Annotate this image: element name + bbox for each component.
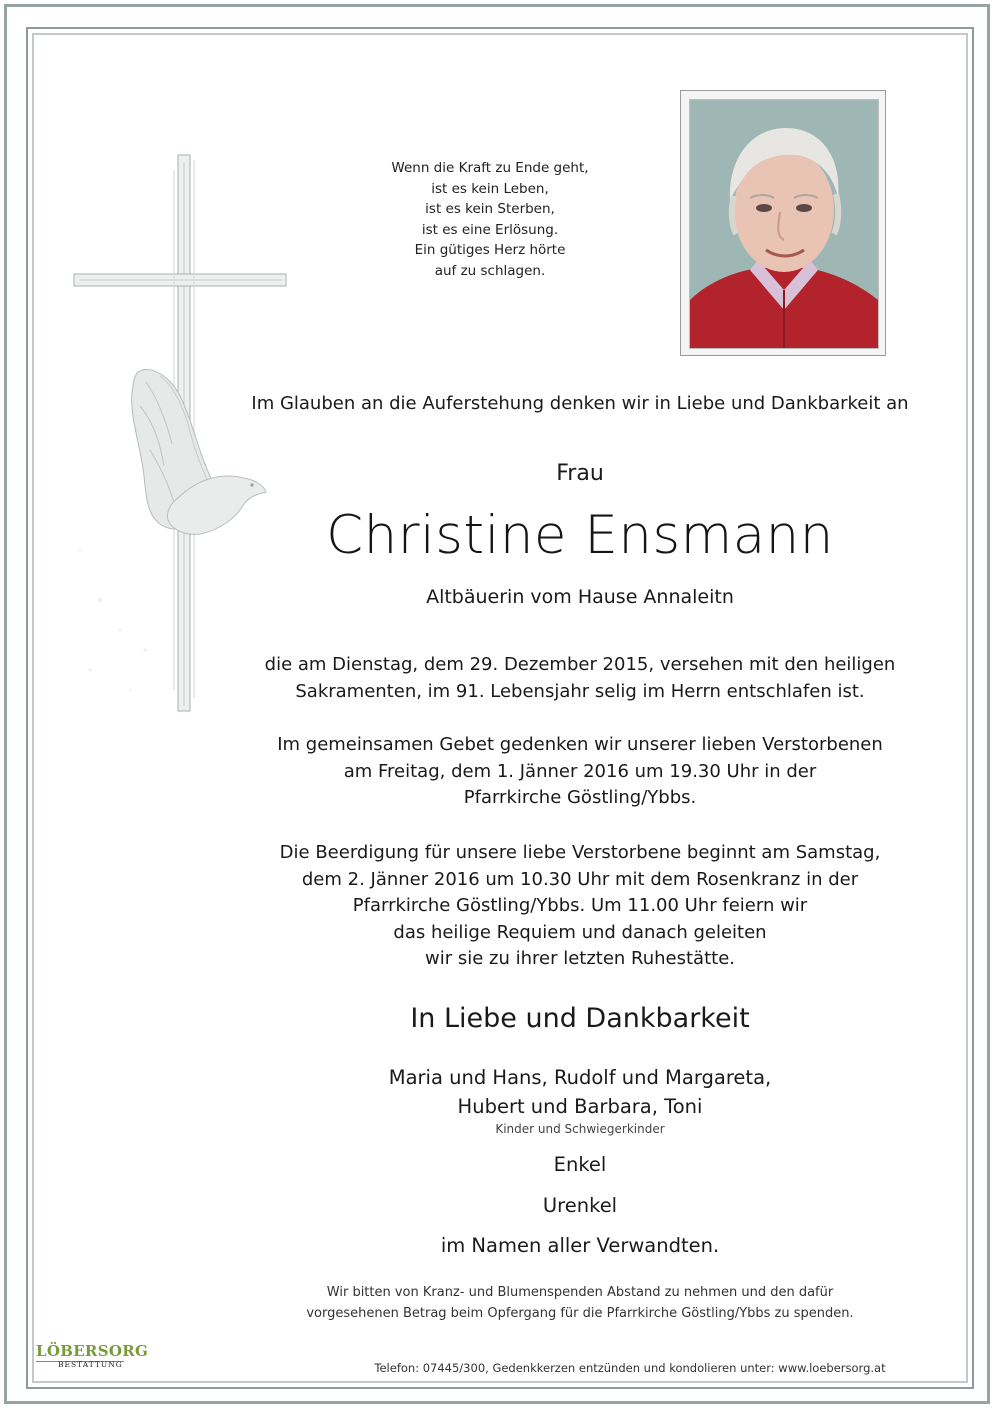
children-list [210,1064,950,1121]
poem-line: ist es kein Sterben, [425,201,555,217]
portrait-frame [680,90,886,356]
intro-text: Im Glauben an die Auferstehung denken wir in Liebe und Dankbarkeit an [251,393,909,414]
deceased-title: Altbäuerin vom Hause Annaleitn [426,586,734,608]
text-line: Sakramenten, im 91. Lebensjahr selig im Herrn entschlafen ist. [295,680,865,702]
salutation: Frau [556,461,604,486]
poem-line: auf zu schlagen. [434,262,546,279]
cross-icon [60,150,300,720]
text-line: Im gemeinsamen Gebet gedenken wir unserer lieben Verstorbenen [277,734,883,755]
children-caption: Kinder und Schwiegerkinder [495,1122,665,1136]
text-line: Die Beerdigung für unsere liebe Verstorbene beginnt am Samstag, [279,842,881,863]
great-grandchildren: Urenkel [542,1194,618,1217]
text-line: Pfarrkirche Göstling/Ybbs. [463,787,697,808]
relatives: im Namen aller Verwandten. [440,1234,720,1257]
donation-request [210,1282,950,1324]
poem [360,158,620,281]
footer-contact: Telefon: 07445/300, Gedenkkerzen entzünden und kondolieren unter: www.loebersorg.at [374,1361,886,1375]
text-line: am Freitag, dem 1. Jänner 2016 um 19.30 Uhr in der [343,760,817,782]
logo-sub-text: BESTATTUNG [58,1360,123,1369]
text-line: vorgesehenen Betrag beim Opfergang für die Pfarrkirche Göstling/Ybbs zu spenden. [306,1306,854,1321]
death-paragraph [210,652,950,705]
poem-line: Ein gütiges Herz hörte [414,242,566,258]
funeral-home-logo [36,1342,149,1369]
poem-line: ist es kein Leben, [431,180,549,197]
text-line: die am Dienstag, dem 29. Dezember 2015, versehen mit den heiligen [264,654,896,675]
grandchildren: Enkel [553,1153,607,1176]
text-line: Maria und Hans, Rudolf und Margareta, [388,1066,772,1089]
prayer-paragraph [210,732,950,812]
text-line: Hubert und Barbara, Toni [457,1094,703,1118]
text-line: wir sie zu ihrer letzten Ruhestätte. [424,948,736,969]
logo-main-text: LÖBERSORG [36,1342,149,1360]
text-line: das heilige Requiem und danach geleiten [393,921,767,943]
closing-heading: In Liebe und Dankbarkeit [410,1003,750,1034]
text-line: dem 2. Jänner 2016 um 10.30 Uhr mit dem Rosenkranz in der [301,868,859,890]
portrait-photo [689,99,879,349]
funeral-paragraph [210,840,950,973]
deceased-name: Christine Ensmann [326,505,834,566]
poem-line: Wenn die Kraft zu Ende geht, [391,160,589,176]
text-line: Wir bitten von Kranz- und Blumenspenden Abstand zu nehmen und den dafür [326,1285,834,1300]
text-line: Pfarrkirche Göstling/Ybbs. Um 11.00 Uhr feiern wir [352,895,808,916]
poem-line: ist es eine Erlösung. [421,221,559,238]
